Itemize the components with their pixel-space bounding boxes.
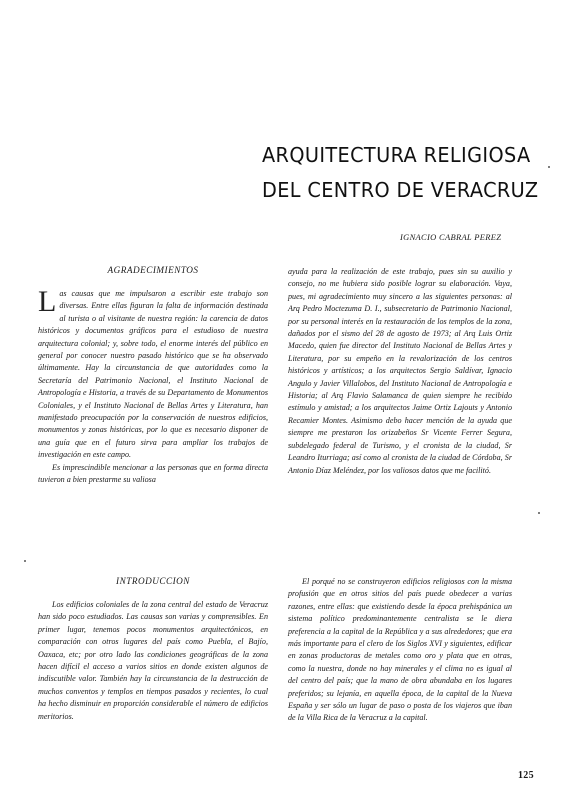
agradecimientos-paragraph-2: ayuda para la realización de este trabajo, pues sin su auxilio y consejo, no me hubiera sido posible lograr su elaboración. Vaya, pues, mi agradecimiento muy sincero a las siguientes personas: al Arq Pedro Moctezuma D. I., subsecretario de Patrimonio Nacional, por su personal interés en la restauración de los templos de la zona, dañados por el sismo del 28 de agosto de 1973; al Arq Luis Ortiz Macedo, quien fue director del Instituto Nacional de Bellas Artes y Literatura, por su empeño en la revalorización de los centros históricos y artísticos; a los arquitectos Sergio Saldívar, Ignacio Angulo y Javier Villalobos, del Instituto Nacional de Antropología e Historia; al Arq Flavio Salamanca de quien siempre he recibido estímulo y amistad; a los arquitectos Jaime Ortiz Lajouts y Antonio Recamier Montes. Asimismo debo hacer mención de la ayuda que siempre me prestaron los orizabeños Sr Vicente Ferrer Segura, subdelegado federal de Turismo, y el cronista de la ciudad, Sr Leandro Iturriaga; así como al cronista de la ciudad de Córdoba, Sr Antonio Díaz Meléndez, por los valiosos datos que me facilitó. (288, 267, 512, 475)
introduccion-paragraph-1: Los edificios coloniales de la zona central del estado de Veracruz han sido poco estudiados. Las causas son varias y comprensibles. En primer lugar, tenemos pocos monumentos arquitectónicos, en comparación con otros lugares del país como Puebla, el Bajío, Oaxaca, etc; por otro lado las condiciones geográficas de la zona hacen difícil el acceso a varios sitios en donde existen algunos de indiscutible valor. También hay la circunstancia de la destrucción de muchos conventos y templos en tiempos pasados y recientes, lo cual ha hecho disminuir en proporción considerable el número de edificios meritorios. (38, 600, 268, 721)
author-name: IGNACIO CABRAL PEREZ (400, 232, 502, 242)
title-line-1: ARQUITECTURA RELIGIOSA (262, 143, 531, 167)
introduccion-column (38, 576, 268, 723)
introduccion-paragraph-2: El porqué no se construyeron edificios religiosos con la misma profusión que en otros sitios del país puede obedecer a varias razones, entre ellas: que existiendo desde la época prehispánica un sistema político predominantemente centralista se le diera preferencia a la capital de la República y a sus alrededores; que era más importante para el clero de los Siglos XVI y siguientes, edificar en zonas productoras de metales como oro y plata que en otras, como la nuestra, donde no hay minerales y el clima no es igual al del centro del país; que la mano de obra abundaba en los lugares preferidos; su lejanía, en aquella época, de la capital de la Nueva España y ser sólo un lugar de paso o posta de los viajeros que iban de la Villa Rica de la Veracruz a la capital. (288, 577, 512, 723)
page-number: 125 (518, 770, 534, 781)
agradecimientos-heading: AGRADECIMIENTOS (107, 265, 199, 275)
agradecimientos-paragraph-1-text: as causas que me impulsaron a escribir este trabajo son diversas. Entre ellas figuran la falta de información destinada al turista o al visitante de nuestra región: la carencia de datos históricos y documentos gráficos para el estudioso de nuestra arquitectura colonial; y, sobre todo, el enorme interés del público en general por conocer nuestro pasado histórico que se ha observado últimamente. Hay la circunstancia de que autoridades como la Secretaría del Patrimonio Nacional, el Instituto Nacional de Antropología e Historia, a través de su Departamento de Monumentos Coloniales, y el Instituto Nacional de Bellas Artes y Literatura, han manifestado preocupación por la conservación de nuestros edificios, monumentos y zonas históricas, por lo que es necesario disponer de una guía que en el futuro sirva para ampliar los trabajos de investigación en este campo. (38, 289, 268, 460)
introduccion-heading: INTRODUCCION (116, 576, 190, 586)
agradecimientos-paragraph-1 (38, 285, 268, 462)
agradecimientos-continuation (288, 266, 512, 477)
agradecimientos-column (38, 265, 268, 487)
scan-speck (538, 512, 540, 514)
title-line-2: DEL CENTRO DE VERACRUZ (262, 178, 539, 202)
scan-speck (548, 166, 550, 168)
agradecimientos-paragraph-2-start: Es imprescindible mencionar a las personas que en forma directa tuvieron a bien prestarme su valiosa (38, 462, 268, 485)
scan-speck (24, 560, 26, 562)
introduccion-continuation (288, 576, 512, 725)
drop-cap: L (38, 285, 57, 318)
article-title (262, 138, 539, 208)
